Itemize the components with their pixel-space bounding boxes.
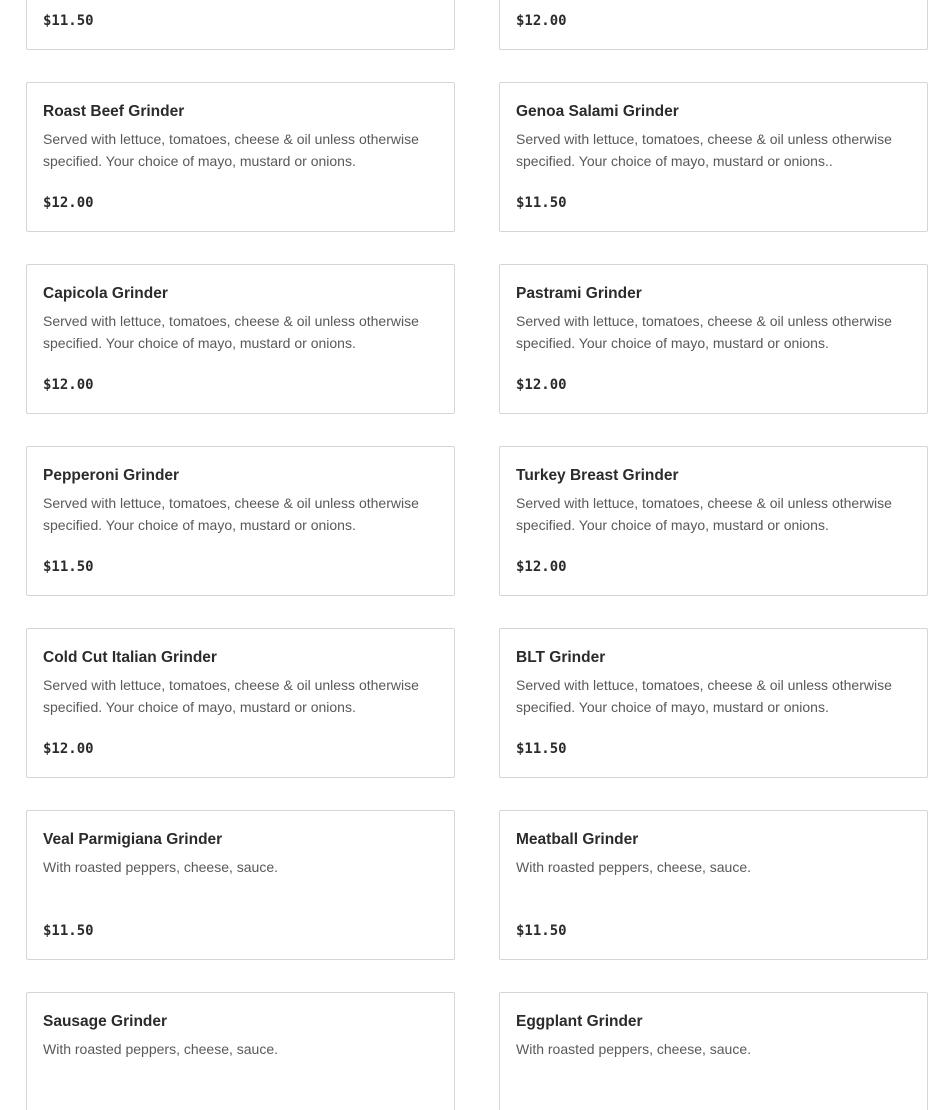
menu-items-grid (26, 0, 928, 1110)
menu-item-description: With roasted peppers, cheese, sauce. (516, 859, 752, 875)
menu-item-description: Served with lettuce, tomatoes, cheese & oil unless otherwise specified. Your choice of mayo, mustard or onions. (516, 677, 892, 715)
menu-item-description: Served with lettuce, tomatoes, cheese & oil unless otherwise specified. Your choice of mayo, mustard or onions.. (516, 131, 892, 169)
menu-item-description: Served with lettuce, tomatoes, cheese & oil unless otherwise specified. Your choice of mayo, mustard or onions. (43, 495, 419, 533)
menu-item-name: Eggplant Grinder (516, 1013, 643, 1030)
menu-item-card[interactable] (499, 992, 928, 1110)
menu-item-price: $12.00 (43, 741, 94, 757)
menu-item-card[interactable] (26, 446, 455, 596)
menu-item-name: Veal Parmigiana Grinder (43, 831, 223, 848)
menu-item-description: With roasted peppers, cheese, sauce. (43, 1041, 279, 1057)
menu-item-name: Sausage Grinder (43, 1013, 168, 1030)
menu-item-card[interactable] (499, 82, 928, 232)
menu-item-description: Served with lettuce, tomatoes, cheese & oil unless otherwise specified. Your choice of mayo, mustard or onions. (516, 313, 892, 351)
menu-item-card[interactable] (26, 628, 455, 778)
menu-item-card[interactable] (499, 0, 928, 50)
menu-item-price: $11.50 (43, 923, 94, 939)
menu-item-price: $12.00 (516, 559, 567, 575)
menu-item-price: $12.00 (43, 377, 94, 393)
menu-item-name: Pepperoni Grinder (43, 467, 180, 484)
menu-item-description: Served with lettuce, tomatoes, cheese & oil unless otherwise specified. Your choice of mayo, mustard or onions. (43, 313, 419, 351)
menu-item-name: Roast Beef Grinder (43, 103, 185, 120)
menu-item-price: $11.50 (516, 923, 567, 939)
menu-item-price: $12.00 (516, 377, 567, 393)
menu-item-price: $11.50 (516, 741, 567, 757)
menu-item-card[interactable] (26, 992, 455, 1110)
menu-item-name: Capicola Grinder (43, 285, 168, 302)
menu-item-name: Meatball Grinder (516, 831, 639, 848)
menu-item-description: Served with lettuce, tomatoes, cheese & oil unless otherwise specified. Your choice of mayo, mustard or onions. (43, 677, 419, 715)
menu-item-price: $11.50 (43, 13, 94, 29)
menu-item-price: $12.00 (516, 13, 567, 29)
menu-item-price: $11.50 (516, 195, 567, 211)
menu-item-name: BLT Grinder (516, 649, 606, 666)
menu-item-description: With roasted peppers, cheese, sauce. (516, 1041, 752, 1057)
menu-item-card[interactable] (499, 810, 928, 960)
menu-item-name: Genoa Salami Grinder (516, 103, 679, 120)
menu-item-card[interactable] (26, 0, 455, 50)
menu-item-card[interactable] (499, 264, 928, 414)
menu-item-description: Served with lettuce, tomatoes, cheese & oil unless otherwise specified. Your choice of mayo, mustard or onions. (43, 131, 419, 169)
menu-item-card[interactable] (26, 264, 455, 414)
menu-item-name: Turkey Breast Grinder (516, 467, 679, 484)
menu-item-description: With roasted peppers, cheese, sauce. (43, 859, 279, 875)
menu-item-price: $12.00 (43, 195, 94, 211)
menu-item-card[interactable] (499, 628, 928, 778)
menu-item-description: Served with lettuce, tomatoes, cheese & oil unless otherwise specified. Your choice of mayo, mustard or onions. (516, 495, 892, 533)
menu-item-card[interactable] (26, 82, 455, 232)
menu-item-name: Pastrami Grinder (516, 285, 642, 302)
menu-item-price: $11.50 (43, 559, 94, 575)
menu-item-card[interactable] (26, 810, 455, 960)
menu-item-name: Cold Cut Italian Grinder (43, 649, 217, 666)
menu-item-card[interactable] (499, 446, 928, 596)
